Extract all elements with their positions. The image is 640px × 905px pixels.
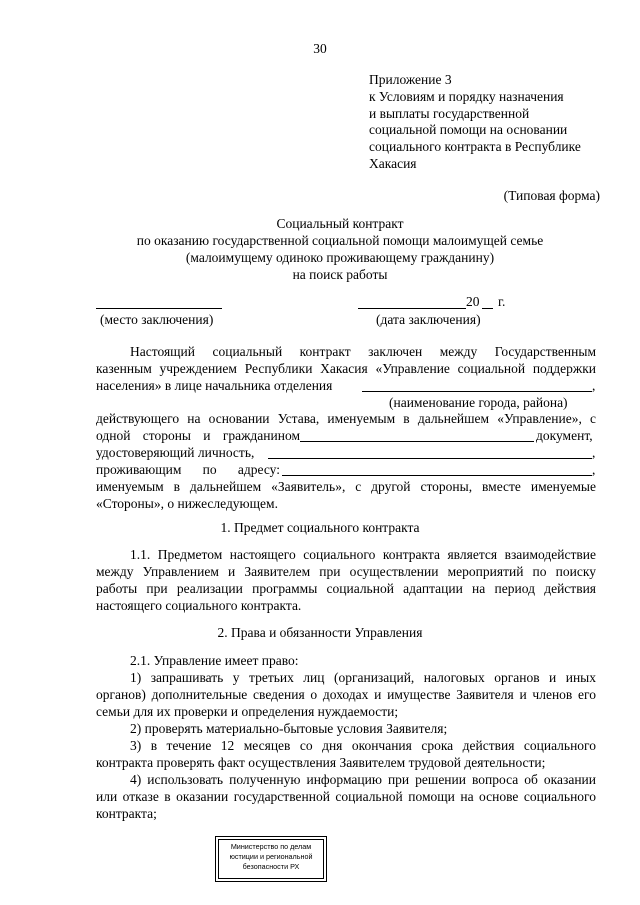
intro-line-5b: документ, [536, 428, 593, 443]
intro-line-4: действующего на основании Устава, именуемым в дальнейшем «Управление», с [96, 411, 596, 426]
section-1-heading: 1. Предмет социального контракта [220, 520, 420, 535]
intro-line-9: «Стороны», о нижеследующем. [96, 496, 278, 511]
section-1-line: 1.1. Предметом настоящего социального контракта является взаимодействие [130, 547, 596, 562]
section-2-subheading: 2.1. Управление имеет право: [130, 653, 299, 668]
ministry-stamp [215, 836, 327, 882]
appendix-line: Хакасия [369, 155, 417, 171]
intro-line-3: населения» в лице начальника отделения [96, 378, 333, 393]
section-1-line: между Управлением и Заявителем при осуществлении мероприятий по поиску [96, 564, 596, 579]
section-2-item-1: органов) дополнительные сведения о доходах и имуществе Заявителя и членов его [96, 687, 596, 702]
section-2-heading: 2. Права и обязанности Управления [217, 625, 423, 640]
appendix-line: к Условиям и порядку назначения [369, 88, 564, 104]
section-2-item-4: 4) использовать полученную информацию при решении вопроса об оказании [130, 772, 596, 787]
section-2-item-3: контракта проверять факт осуществления Заявителем трудовой деятельности; [96, 755, 546, 770]
appendix-line: Приложение 3 [369, 72, 452, 87]
intro-comma-2: , [592, 445, 596, 460]
intro-comma: , [592, 378, 596, 393]
city-label: (наименование города, района) [389, 395, 568, 410]
stamp-inner-border [218, 839, 324, 879]
intro-line-5a: одной стороны и гражданином [96, 428, 300, 443]
intro-line-1: Настоящий социальный контракт заключен между Государственным [130, 344, 596, 359]
title-line: (малоимущему одиноко проживающему гражданину) [185, 250, 495, 265]
intro-line-8: именуемым в дальнейшем «Заявитель», с другой стороны, вместе именуемые [96, 479, 596, 494]
section-2-item-4: контракта; [96, 806, 157, 821]
date-year-blank [482, 308, 493, 309]
citizen-blank-line [300, 441, 534, 442]
stamp-line: безопасности РХ [242, 862, 300, 871]
appendix-line: социального контракта в Республике [369, 139, 581, 155]
section-2-item-2: 2) проверять материально-бытовые условия Заявителя; [130, 721, 448, 736]
form-type-note: (Типовая форма) [503, 188, 600, 203]
date-year: 20 [466, 294, 480, 309]
address-blank-line [282, 475, 592, 476]
intro-line-7a: проживающим по адресу: [96, 462, 280, 477]
section-2-item-3: 3) в течение 12 месяцев со дня окончания срока действия социального [130, 738, 596, 753]
page-number: 30 [313, 41, 327, 56]
appendix-line: социальной помощи на основании [369, 122, 568, 138]
place-blank-line [96, 308, 222, 309]
appendix-line: и выплаты государственной [369, 105, 530, 121]
id-document-blank-line [268, 458, 592, 459]
stamp-line: юстиции и региональной [229, 852, 313, 861]
date-blank-line [358, 308, 466, 309]
intro-line-6: удостоверяющий личность, [96, 445, 255, 460]
section-1-line: работы при реализации программы социальной адаптации на период действия [96, 581, 596, 596]
title-line: Социальный контракт [276, 216, 404, 231]
appendix-header [369, 72, 581, 173]
date-label: (дата заключения) [376, 312, 481, 327]
intro-line-2: казенным учреждением Республики Хакасия «Управление социальной поддержки [96, 361, 596, 376]
section-2-item-4: или отказе в оказании государственной социальной помощи на основе социального [96, 789, 596, 804]
department-blank-line [362, 391, 592, 392]
intro-comma-3: , [592, 462, 596, 477]
document-title [40, 215, 640, 283]
section-2-item-1: 1) запрашивать у третьих лиц (организаций, налоговых органов и иных [130, 670, 596, 685]
date-year-suffix: г. [498, 294, 506, 309]
stamp-line: Министерство по делам [230, 842, 312, 851]
section-1-line: настоящего социального контракта. [96, 598, 302, 613]
place-label: (место заключения) [100, 312, 214, 327]
title-line: по оказанию государственной социальной помощи малоимущей семье [136, 233, 544, 248]
title-line: на поиск работы [292, 267, 388, 282]
section-2-item-1: семьи для их проверки и определения нуждаемости; [96, 704, 399, 719]
